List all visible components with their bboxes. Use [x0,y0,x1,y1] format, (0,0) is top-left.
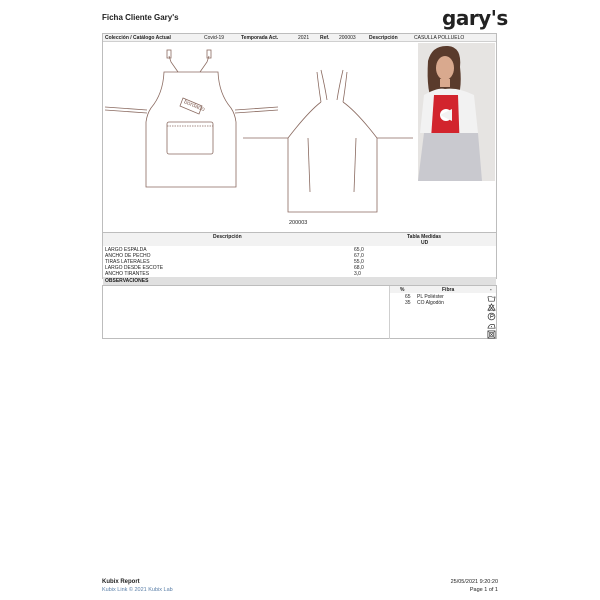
fibra-header [390,286,496,293]
dry-clean-p-icon [487,312,496,321]
footer-credit-link[interactable]: Kubix Link © 2021 Kubix Lab [102,587,173,593]
measurements-header [103,233,496,246]
fibra-col-fibra: Fibra [442,287,455,293]
observaciones-label: OBSERVACIONES [105,278,149,284]
measurement-label: ANCHO DE PECHO [105,253,151,259]
measurement-label: TIRAS LATERALES [105,259,150,265]
product-photo [418,43,495,181]
pocket-tag-text: bordado [182,99,206,114]
coleccion-label: Colección / Catálogo Actual [105,34,171,41]
document-title: Ficha Cliente Gary's [102,13,179,22]
fibra-name: CO Algodón [417,300,444,306]
fibra-pct: 65 [405,294,411,300]
sketch-reference-caption: 200003 [289,220,308,226]
ref-label: Ref. [320,34,330,41]
header-row [103,34,496,42]
footer-page-number: Page 1 of 1 [469,587,498,593]
apron-technical-sketch [103,42,415,222]
fibra-name: PL Poliéster [417,294,444,300]
measurements-col-ud: UD [421,240,429,246]
observaciones-bar [103,277,496,285]
ref-value: 200003 [339,34,356,41]
fibra-pct: 35 [405,300,411,306]
fibra-divider [389,286,390,339]
measurement-label: ANCHO TIRANTES [105,271,150,277]
descripcion-label: Descripción [369,34,398,41]
measurements-col-descripcion: Descripción [213,234,242,240]
measurement-value: 68,0 [354,265,364,271]
measurements-col-tabla: Tabla Medidas [407,234,442,240]
measurement-value: 65,0 [354,247,364,253]
temporada-label: Temporada Act. [241,34,279,41]
fibra-col-extra: - [490,287,492,293]
measurement-label: LARGO ESPALDA [105,247,147,253]
descripcion-value: CASULLA POLLUELO [414,34,465,41]
brand-logo: gary's [442,6,508,30]
footer-date: 25/05/2021 9:20:20 [450,579,498,585]
measurement-value: 67,0 [354,253,364,259]
coleccion-value: Covid-19 [204,34,225,41]
tumble-dry-icon [487,330,496,339]
measurement-value: 3,0 [354,271,361,277]
no-bleach-icon [487,303,496,312]
wash-40-icon [487,294,496,303]
temporada-value: 2021 [298,34,310,41]
measurement-label: LARGO DESDE ESCOTE [105,265,164,271]
fibra-col-pct: % [400,287,405,293]
footer-report-title: Kubix Report [102,579,140,585]
measurement-value: 55,0 [354,259,364,265]
iron-icon [487,321,496,330]
